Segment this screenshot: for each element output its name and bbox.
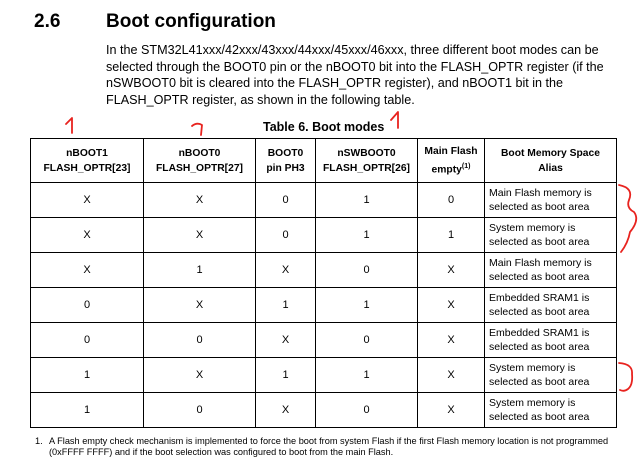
cell-main-flash-empty: X [418,393,485,428]
annotation-mark-3 [391,112,398,128]
cell-boot0-pin: X [256,253,316,288]
cell-boot0-pin: 1 [256,288,316,323]
cell-nboot0: 1 [144,253,256,288]
cell-boot0-pin: 0 [256,183,316,218]
annotation-brace-top [619,185,636,252]
cell-nboot0: X [144,183,256,218]
cell-boot0-pin: X [256,393,316,428]
cell-main-flash-empty: X [418,253,485,288]
cell-nboot1: 1 [31,393,144,428]
cell-main-flash-empty: X [418,288,485,323]
cell-nswboot0: 1 [316,288,418,323]
cell-boot-alias: Main Flash memory is selected as boot area [485,183,617,218]
annotation-mark-1 [66,118,72,133]
annotation-mark-2 [192,124,202,135]
cell-boot-alias: Embedded SRAM1 is selected as boot area [485,288,617,323]
cell-nswboot0: 1 [316,218,418,253]
cell-nboot1: X [31,253,144,288]
cell-nswboot0: 0 [316,253,418,288]
cell-nboot1: 0 [31,323,144,358]
footnote-text: A Flash empty check mechanism is implemented to force the boot from system Flash if the first Flash memory location is not programmed (0xFFFF FFFF) and if the boot selection was configured to boot from the main Flash. [49,436,609,457]
header-main-flash-empty: Main Flash empty$^{(1)}$ [418,139,485,183]
cell-main-flash-empty: 1 [418,218,485,253]
cell-boot0-pin: 0 [256,218,316,253]
cell-nboot1: 1 [31,358,144,393]
cell-boot-alias: System memory is selected as boot area [485,393,617,428]
header-nboot1: nBOOT1 FLASH_OPTR[23] [31,139,144,183]
section-title: Boot configuration [106,11,276,32]
cell-boot-alias: Embedded SRAM1 is selected as boot area [485,323,617,358]
cell-boot0-pin: X [256,323,316,358]
header-boot-memory-alias: Boot Memory Space Alias [485,139,617,183]
cell-nboot1: 0 [31,288,144,323]
section-number: 2.6 [34,11,61,32]
footnote-number: 1. [35,436,43,446]
cell-nswboot0: 0 [316,323,418,358]
cell-boot-alias: System memory is selected as boot area [485,218,617,253]
cell-nboot1: X [31,183,144,218]
header-nboot0: nBOOT0 FLASH_OPTR[27] [144,139,256,183]
cell-main-flash-empty: X [418,358,485,393]
header-nswboot0: nSWBOOT0 FLASH_OPTR[26] [316,139,418,183]
cell-main-flash-empty: X [418,323,485,358]
cell-nboot1: X [31,218,144,253]
cell-nswboot0: 1 [316,358,418,393]
table-caption: Table 6. Boot modes [263,120,385,134]
header-boot0-pin: BOOT0 pin PH3 [256,139,316,183]
cell-nboot0: 0 [144,323,256,358]
cell-boot-alias: Main Flash memory is selected as boot area [485,253,617,288]
cell-nboot0: X [144,288,256,323]
annotation-brace-bottom [619,363,632,391]
intro-paragraph: In the STM32L41xxx/42xxx/43xxx/44xxx/45xxx/46xxx, three different boot modes can be selected through the BOOT0 pin or the nBOOT0 bit into the FLASH_OPTR register (if the nSWBOOT0 bit is cleared into the FLASH_OPTR register), and nBOOT1 bit in the FLASH_OPTR register, as shown in the following table. [106,43,604,107]
cell-boot-alias: System memory is selected as boot area [485,358,617,393]
footnote-ref: (1) [461,162,471,170]
cell-nswboot0: 1 [316,183,418,218]
cell-boot0-pin: 1 [256,358,316,393]
cell-main-flash-empty: 0 [418,183,485,218]
cell-nswboot0: 0 [316,393,418,428]
cell-nboot0: X [144,218,256,253]
cell-nboot0: X [144,358,256,393]
cell-nboot0: 0 [144,393,256,428]
